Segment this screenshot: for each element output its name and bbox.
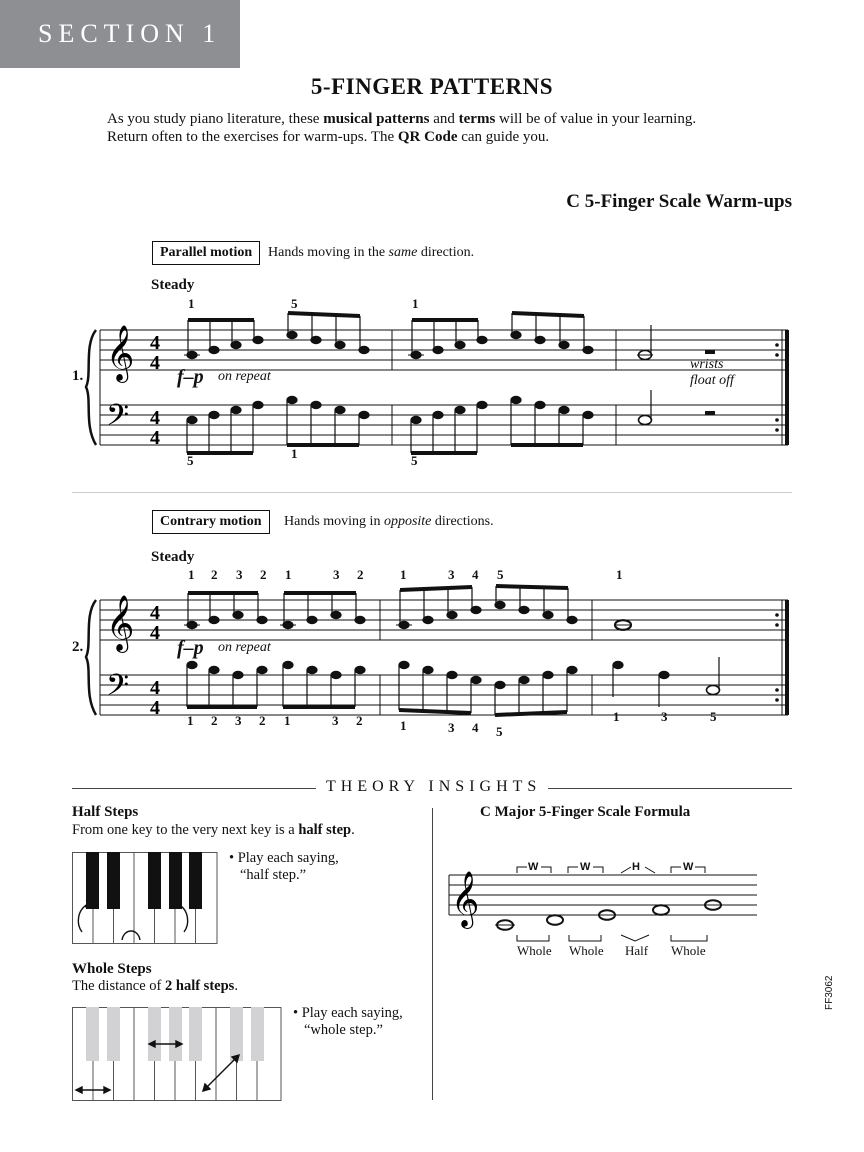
svg-text:4: 4 [150, 332, 160, 354]
intro-bold: musical patterns [323, 111, 430, 127]
formula-step-bottom: Whole [569, 943, 604, 958]
finger-number: 2 [357, 567, 364, 582]
text-part: From one key to the very next key is a [72, 822, 299, 838]
contrary-motion-desc [284, 514, 494, 530]
intro-text [107, 110, 807, 146]
finger-number: 3 [448, 720, 455, 735]
wrists-annotation [690, 357, 734, 389]
intro-bold: terms [458, 111, 496, 127]
tempo-marking: Steady [151, 277, 195, 293]
svg-text:𝄢: 𝄢 [106, 399, 130, 439]
svg-text:4: 4 [150, 352, 160, 374]
finger-number: 1 [291, 446, 298, 461]
finger-number: 3 [448, 567, 455, 582]
svg-text:4: 4 [150, 697, 160, 719]
svg-text:𝄞: 𝄞 [106, 327, 135, 380]
finger-number: 5 [710, 709, 717, 724]
annotation-line: wrists [690, 357, 724, 372]
svg-text:𝄞: 𝄞 [106, 597, 135, 650]
text-part: . [351, 822, 355, 838]
dynamic-note: on repeat [218, 640, 271, 655]
finger-number: 2 [259, 713, 266, 728]
finger-number: 4 [472, 567, 479, 582]
half-steps-title: Half Steps [72, 804, 139, 820]
dynamic-marking: f–p [177, 637, 204, 659]
finger-number: 5 [497, 567, 504, 582]
formula-step-top: W [683, 861, 694, 873]
parallel-motion-box: Parallel motion [152, 241, 260, 265]
dynamic-note: on repeat [218, 369, 271, 384]
exercise-number: 1. [72, 368, 84, 384]
svg-text:4: 4 [150, 427, 160, 449]
finger-number: 1 [285, 567, 292, 582]
svg-text:𝄞: 𝄞 [451, 873, 480, 926]
finger-number: 2 [211, 713, 218, 728]
finger-number: 4 [472, 720, 479, 735]
annotation-line: float off [690, 373, 734, 388]
text-part: . [234, 978, 238, 994]
desc-part: Hands moving in the [268, 245, 389, 260]
finger-number: 5 [411, 453, 418, 468]
desc-part: direction. [417, 245, 475, 260]
finger-number: 1 [188, 567, 195, 582]
finger-number: 1 [284, 713, 291, 728]
finger-number: 3 [333, 567, 340, 582]
exercise-number: 2. [72, 639, 84, 655]
finger-number: 3 [332, 713, 339, 728]
column-divider [432, 808, 433, 1100]
whole-step-bullet [293, 1005, 433, 1039]
whole-steps-title: Whole Steps [72, 961, 152, 977]
section-tab: SECTION 1 [0, 0, 240, 68]
finger-number: 1 [187, 713, 194, 728]
bullet-line: • Play each saying, [293, 1005, 403, 1021]
svg-text:4: 4 [150, 677, 160, 699]
svg-text:4: 4 [150, 407, 160, 429]
tempo-marking: Steady [151, 549, 195, 565]
finger-number: 5 [496, 724, 503, 739]
bullet-line: “whole step.” [304, 1022, 383, 1038]
intro-text-part: Return often to the exercises for warm-ups. The [107, 129, 398, 145]
half-step-bullet [229, 850, 369, 884]
desc-italic: same [388, 245, 418, 260]
finger-number: 2 [356, 713, 363, 728]
desc-part: Hands moving in [284, 514, 384, 529]
formula-step-top: W [580, 861, 591, 873]
finger-number: 1 [400, 567, 407, 582]
contrary-motion-box: Contrary motion [152, 510, 270, 534]
finger-number: 1 [613, 709, 620, 724]
theory-rule-right [548, 788, 792, 789]
whole-steps-text [72, 978, 238, 995]
bullet-line: • Play each saying, [229, 850, 339, 866]
formula-step-top: W [528, 861, 539, 873]
half-steps-text [72, 822, 355, 839]
warmups-heading: C 5-Finger Scale Warm-ups [566, 191, 792, 212]
desc-part: directions. [431, 514, 494, 529]
finger-number: 1 [188, 296, 195, 311]
finger-number: 2 [260, 567, 267, 582]
finger-number: 1 [400, 718, 407, 733]
divider [72, 492, 792, 493]
page-title: 5-FINGER PATTERNS [310, 74, 554, 99]
formula-step-bottom: Half [625, 943, 649, 958]
finger-number: 5 [291, 296, 298, 311]
desc-italic: opposite [383, 514, 432, 529]
formula-step-top: H [632, 861, 640, 873]
finger-number: 2 [211, 567, 218, 582]
formula-step-bottom: Whole [517, 943, 552, 958]
text-part: The distance of [72, 978, 166, 994]
bullet-line: “half step.” [240, 867, 307, 883]
svg-text:4: 4 [150, 602, 160, 624]
finger-number: 1 [616, 567, 623, 582]
intro-text-part: can guide you. [457, 129, 550, 145]
theory-title: THEORY INSIGHTS [326, 778, 542, 795]
catalog-code: FF3062 [824, 975, 835, 1010]
intro-text-part: and [429, 111, 459, 127]
half-step-keyboard [72, 852, 218, 944]
svg-text:4: 4 [150, 622, 160, 644]
dynamic-marking: f–p [177, 366, 204, 388]
intro-text-part: will be of value in your learning. [495, 111, 697, 127]
finger-number: 3 [235, 713, 242, 728]
finger-number: 3 [236, 567, 243, 582]
intro-text-part: As you study piano literature, these [107, 111, 324, 127]
formula-title: C Major 5-Finger Scale Formula [480, 804, 691, 820]
finger-number: 5 [187, 453, 194, 468]
formula-step-bottom: Whole [671, 943, 706, 958]
finger-number: 3 [661, 709, 668, 724]
text-bold: 2 half steps [165, 978, 235, 994]
whole-step-keyboard [72, 1007, 282, 1101]
finger-number: 1 [412, 296, 419, 311]
svg-text:𝄢: 𝄢 [106, 669, 130, 709]
text-bold: half step [298, 822, 352, 838]
parallel-motion-desc [268, 245, 474, 261]
intro-bold: QR Code [397, 129, 458, 145]
theory-rule-left [72, 788, 316, 789]
